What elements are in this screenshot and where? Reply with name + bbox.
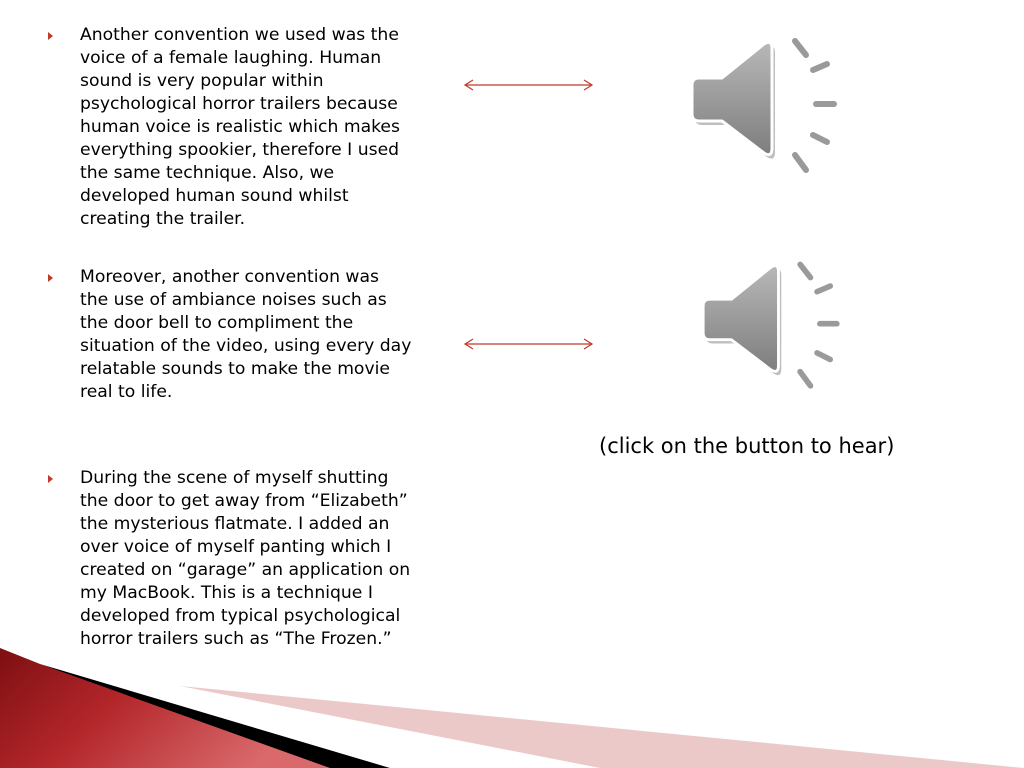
bullet-text: Another convention we used was the voice of a female laughing. Human sound is very popular within psychological horror trailers because human voice is realistic which makes everything spookier, therefore I used the same technique. Also, we developed human sound whilst creating the trailer.: [80, 25, 400, 229]
bullet-text: During the scene of myself shutting the door to get away from “Elizabeth” the mysterious flatmate. I added an over voice of myself panting which I created on “garage” an application on my MacBook. This is a technique I developed from typical psychological horror trailers such as “The Frozen.”: [80, 468, 411, 649]
bullet-text: Moreover, another convention was the use of ambiance noises such as the door bell to compliment the situation of the video, using every day relatable sounds to make the movie real to life.: [80, 267, 412, 402]
caption-click-to-hear: (click on the button to hear): [599, 434, 895, 458]
